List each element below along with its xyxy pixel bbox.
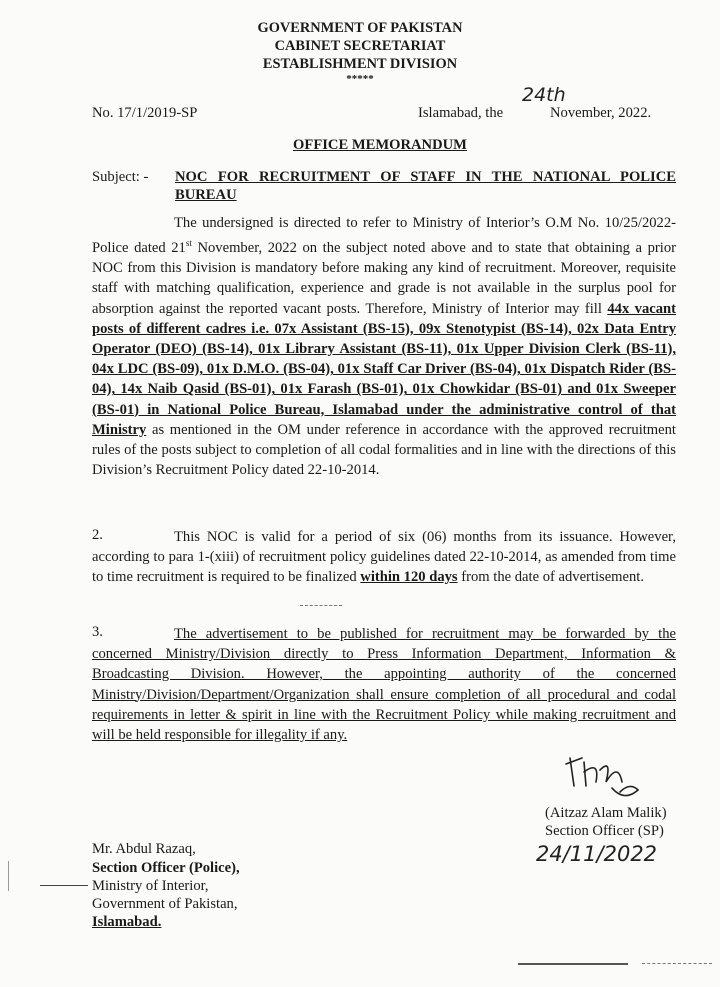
within-120-days: within 120 days: [360, 569, 458, 586]
place-label: Islamabad, the: [418, 105, 504, 121]
handwritten-signature: [560, 752, 650, 804]
subject-label: Subject: -: [92, 169, 149, 185]
underline-mark: [300, 605, 342, 606]
header-division: ESTABLISHMENT DIVISION: [262, 56, 458, 72]
handwritten-signing-date: 24/11/2022: [536, 842, 658, 866]
header-government: GOVERNMENT OF PAKISTAN: [257, 20, 463, 36]
signatory-designation: Section Officer (SP): [545, 823, 664, 839]
subject-line-2: BUREAU: [175, 187, 237, 203]
margin-mark: [40, 885, 88, 886]
paragraph-1: The undersigned is directed to refer to Ministry of Interior’s O.M No. 10/25/2022-Police dated 21st November, 2022 on the subject noted above and to state that obtaining a prior NOC from this Division is mandatory before making any kind of recruitment. Moreover, requisite staff with matching qualification, experience and grade is not available in the surplus pool for absorption against the reported vacant posts. Therefore, Ministry of Interior may fill 44x vacant posts of different cadres i.e. 07x Assistant (BS-15), 09x Stenotypist (BS-14), 02x Data Entry Operator (DEO) (BS-14), 01x Library Assistant (BS-11), 01x Upper Division Clerk (BS-11), 04x LDC (BS-09), 01x D.M.O. (BS-04), 01x Staff Car Driver (BS-04), 01x Dispatch Rider (BS-04), 14x Naib Qasid (BS-01), 01x Farash (BS-01), 01x Chowkidar (BS-01) and 01x Sweeper (BS-01) in National Police Bureau, Islamabad under the administrative control of that Ministry as mentioned in the OM under reference in accordance with the approved recruitment rules of the posts subject to completion of all codal formalities and in line with the directions of this Division’s Recruitment Policy dated 22-10-2014.: [92, 215, 676, 479]
bottom-scribble: [518, 963, 628, 965]
header-stars: *****: [346, 73, 374, 85]
paragraph-2-number: 2.: [92, 527, 103, 543]
addressee-name: Mr. Abdul Razaq,: [92, 841, 196, 857]
paragraph-3: The advertisement to be published for recruitment may be forwarded by the concerned Ministry/Division directly to Press Information Department, Information & Broadcasting Division. However, the appointing authority of the concerned Ministry/Division/Department/Organization shall ensure completion of all procedural and codal requirements in letter & spirit in line with the Recruitment Policy while making recruitment and will be held responsible for illegality if any.: [92, 626, 676, 744]
bottom-dashes: [642, 963, 712, 964]
reference-number: No. 17/1/2019-SP: [92, 105, 198, 121]
handwritten-day: 24th: [522, 84, 566, 106]
date-month-year: November, 2022.: [550, 105, 652, 121]
header-cabinet: CABINET SECRETARIAT: [274, 38, 446, 54]
left-edge-line: [8, 861, 9, 891]
vacant-posts-details: 44x vacant posts of different cadres i.e. 07x Assistant (BS-15), 09x Stenotypist (BS-14), 02x Data Entry Operator (DEO) (BS-14), 01x Library Assistant (BS-11), 01x Upper Division Clerk (BS-11), 04x LDC (BS-09), 01x D.M.O. (BS-04), 01x Staff Car Driver (BS-04), 01x Dispatch Rider (BS-04), 14x Naib Qasid (BS-01), 01x Farash (BS-01), 01x Chowkidar (BS-01) and 01x Sweeper (BS-01) in National Police Bureau, Islamabad under the administrative control of that Ministry: [92, 300, 676, 438]
signatory-name: (Aitzaz Alam Malik): [545, 805, 667, 821]
memo-title: OFFICE MEMORANDUM: [293, 137, 467, 153]
paragraph-3-number: 3.: [92, 624, 103, 640]
addressee-ministry: Ministry of Interior,: [92, 878, 209, 894]
addressee-city: Islamabad.: [92, 914, 162, 930]
subject-line-1: NOC FOR RECRUITMENT OF STAFF IN THE NATIONAL POLICE: [175, 169, 676, 185]
addressee-government: Government of Pakistan,: [92, 896, 238, 912]
paragraph-2: This NOC is valid for a period of six (06) months from its issuance. However, according to para 1-(xiii) of recruitment policy guidelines dated 22-10-2014, as amended from time to time recruitment is required to be finalized within 120 days from the date of advertisement.: [92, 529, 676, 586]
addressee-designation: Section Officer (Police),: [92, 860, 240, 876]
